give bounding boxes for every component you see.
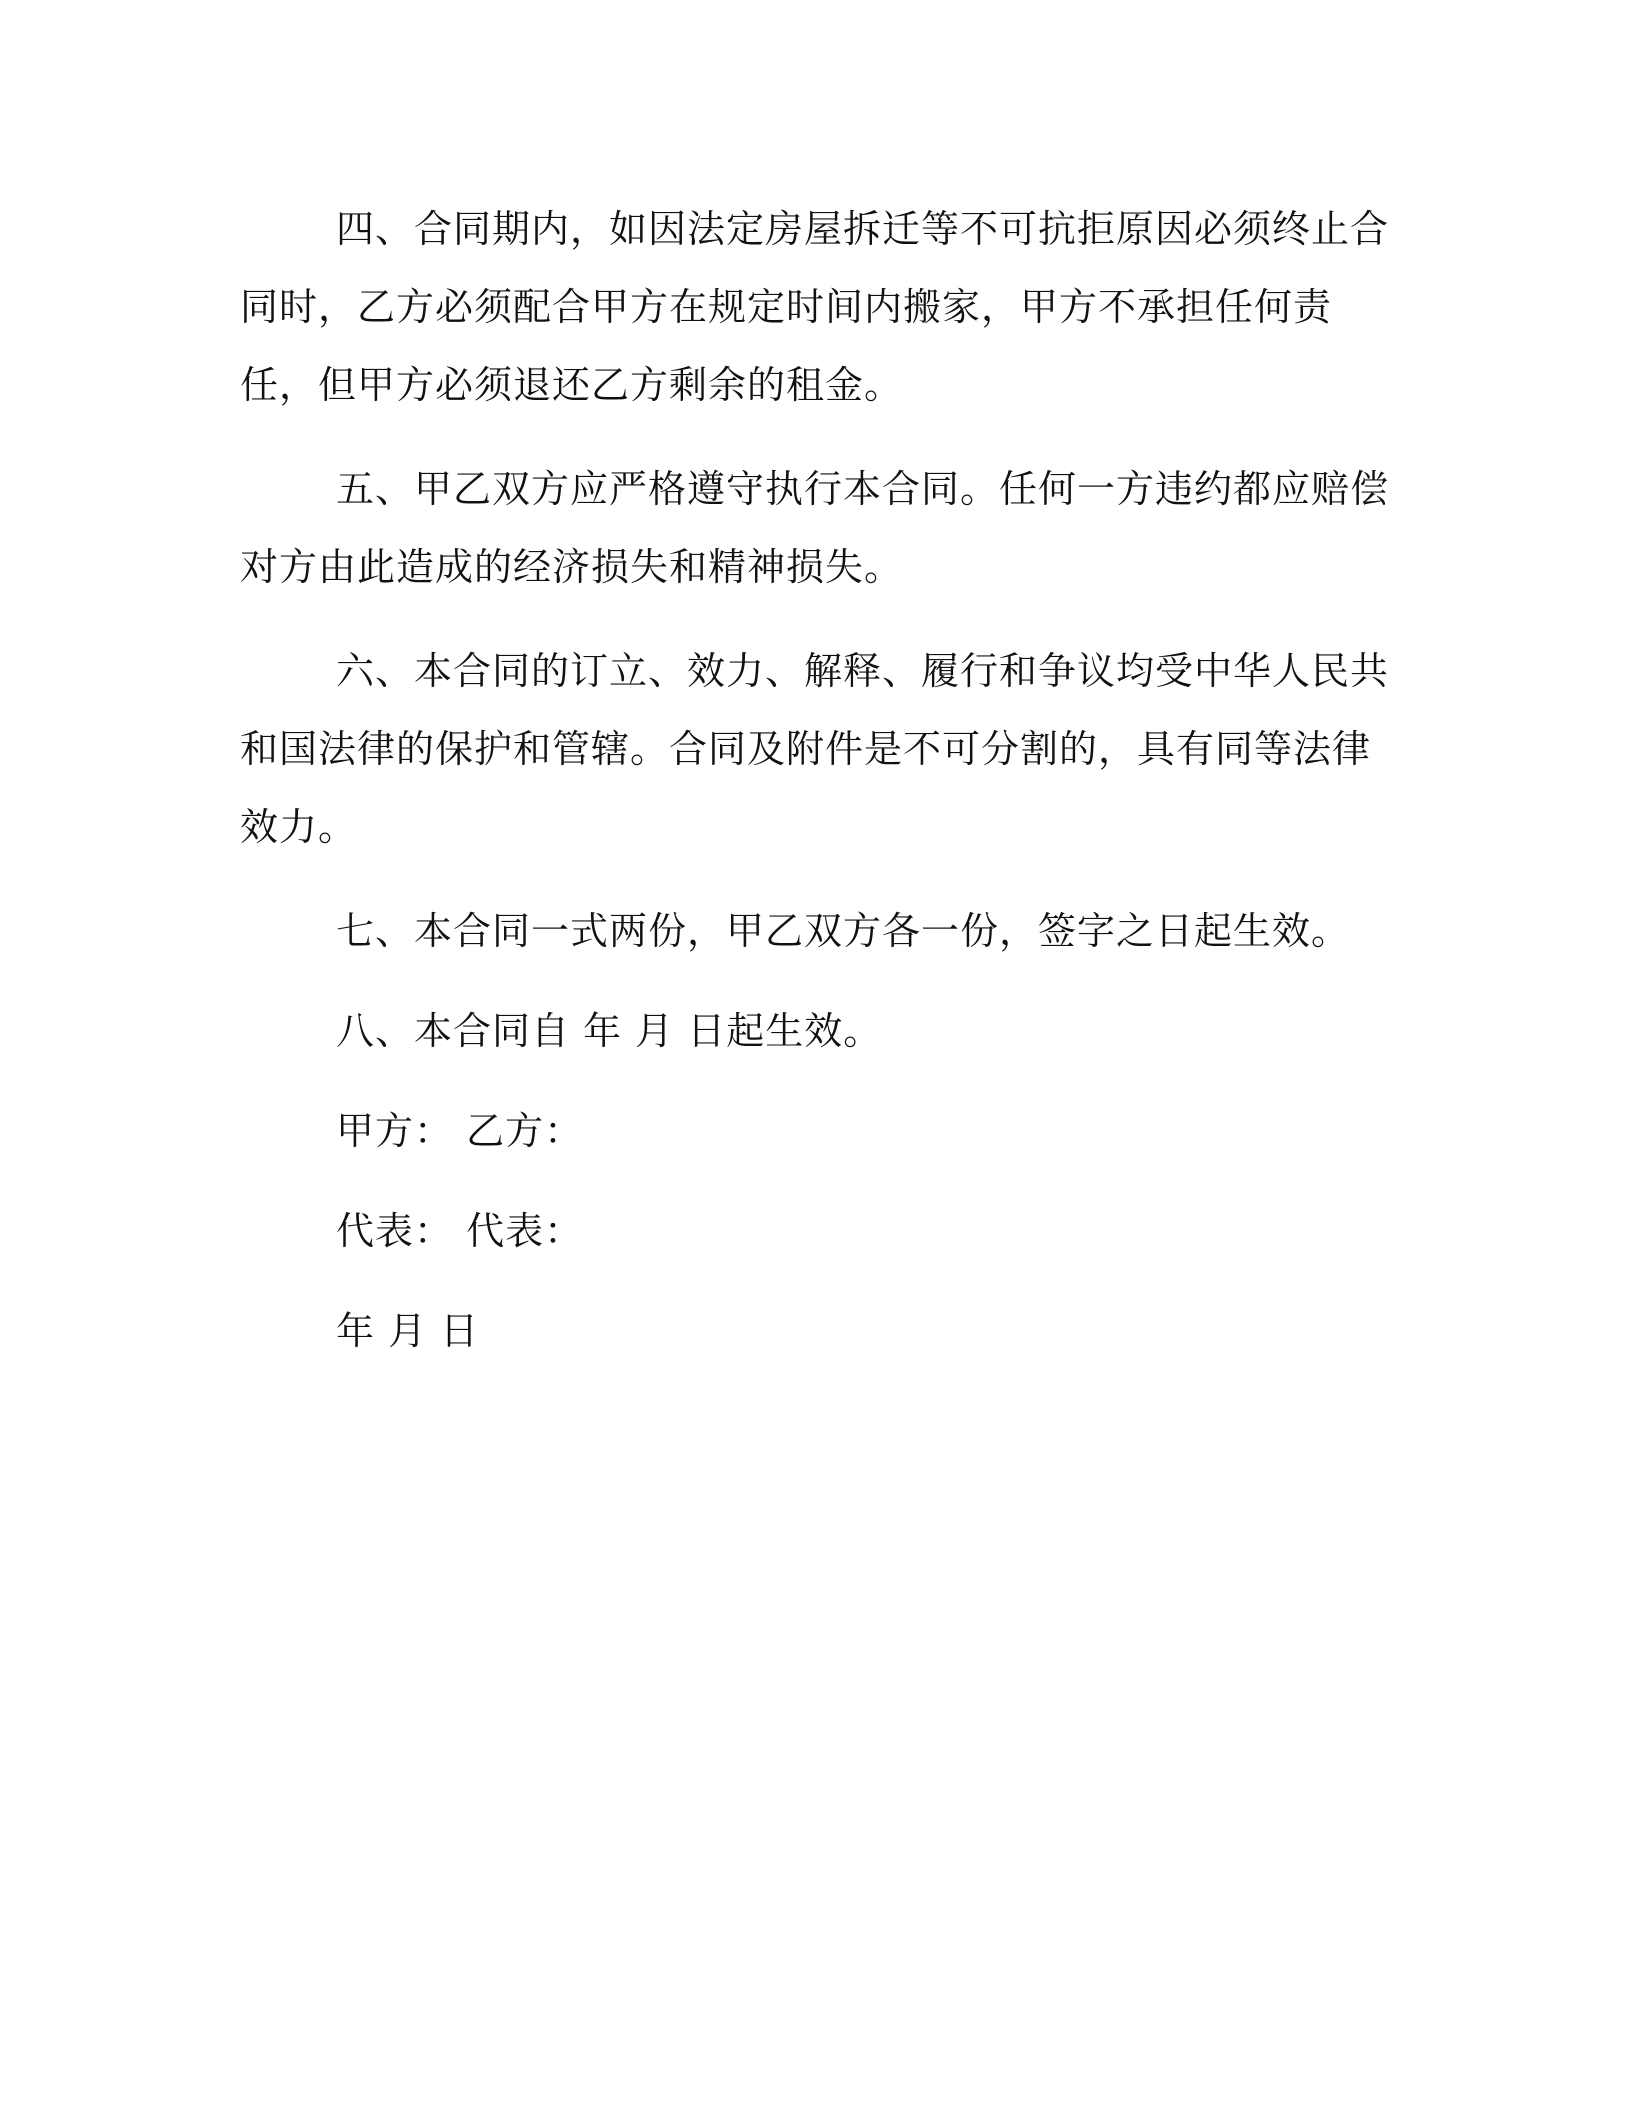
clause-six: 六、本合同的订立、效力、解释、履行和争议均受中华人民共和国法律的保护和管辖。合同及附件是不可分割的，具有同等法律效力。 [240,649,1390,849]
date-line: 年 月 日 [336,1309,480,1353]
document-body [240,190,1390,1392]
clause-eight: 八、本合同自 年 月 日起生效。 [336,1009,883,1053]
representative-signature-line: 代表： 代表： [336,1209,584,1253]
clause-seven: 七、本合同一式两份，甲乙双方各一份，签字之日起生效。 [336,909,1351,953]
clause-four: 四、合同期内，如因法定房屋拆迁等不可抗拒原因必须终止合同时，乙方必须配合甲方在规定时间内搬家，甲方不承担任何责任，但甲方必须退还乙方剩余的租金。 [240,207,1390,407]
clause-five: 五、甲乙双方应严格遵守执行本合同。任何一方违约都应赔偿对方由此造成的经济损失和精神损失。 [240,467,1390,589]
party-signature-line: 甲方： 乙方： [336,1109,584,1153]
